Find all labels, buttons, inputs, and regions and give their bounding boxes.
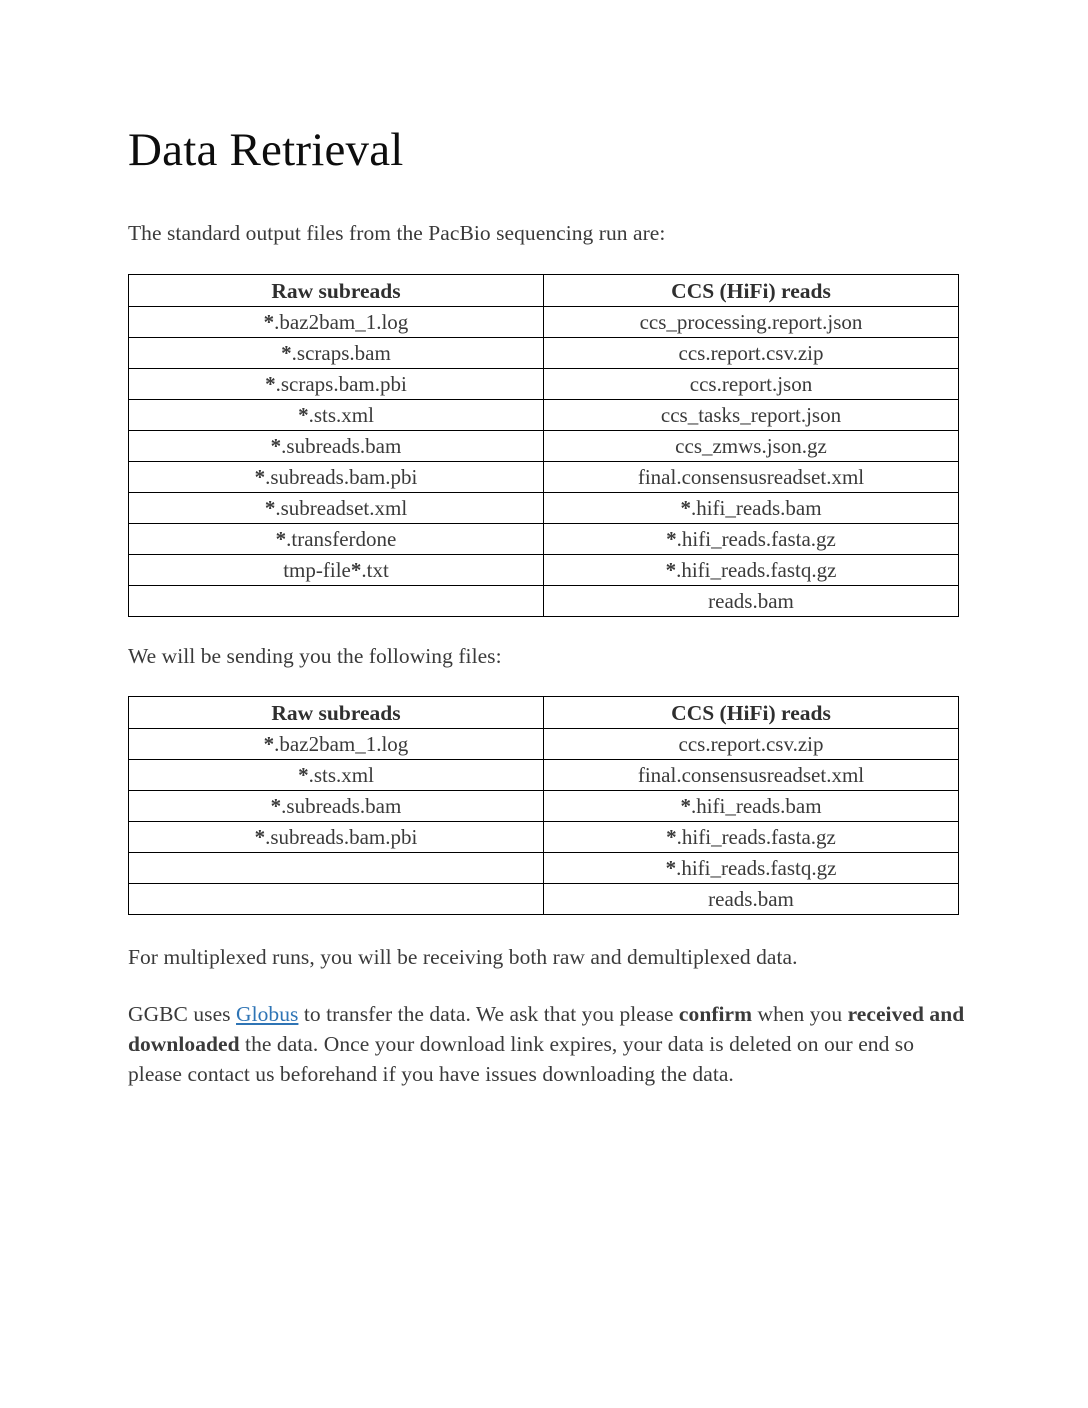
table-row [129,338,959,369]
cell-ccs-read-file: *.hifi_reads.fastq.gz [544,555,959,586]
cell-raw-subread-file: *.subreads.bam.pbi [129,462,544,493]
cell-raw-subread-file: *.subreadset.xml [129,493,544,524]
cell-raw-subread-file: *.scraps.bam.pbi [129,369,544,400]
intro-paragraph: The standard output files from the PacBio sequencing run are: [128,221,666,245]
cell-ccs-read-file: ccs.report.csv.zip [544,338,959,369]
table-row [129,400,959,431]
received-downloaded-emphasis: received and downloaded [128,1002,965,1056]
closing-segment-3: when you [752,1002,848,1026]
cell-ccs-read-file: ccs_zmws.json.gz [544,431,959,462]
sending-files-table-body [129,729,959,915]
confirm-emphasis: confirm [678,1002,753,1026]
table-row [129,791,959,822]
page-title: Data Retrieval [128,124,404,176]
table-header-row [129,275,959,307]
cell-ccs-read-file: final.consensusreadset.xml [544,760,959,791]
cell-raw-subread-file: *.baz2bam_1.log [129,729,544,760]
cell-raw-subread-file: *.subreads.bam [129,431,544,462]
table-row [129,462,959,493]
table-row [129,431,959,462]
cell-ccs-read-file: reads.bam [544,884,959,915]
cell-raw-subread-file: *.scraps.bam [129,338,544,369]
cell-ccs-read-file: *.hifi_reads.fasta.gz [544,822,959,853]
table-row [129,307,959,338]
table-row [129,524,959,555]
cell-ccs-read-file: ccs_tasks_report.json [544,400,959,431]
closing-segment-2: to transfer the data. We ask that you please [298,1002,679,1026]
cell-raw-subread-file: *.baz2bam_1.log [129,307,544,338]
cell-raw-subread-file: tmp-file*.txt [129,555,544,586]
cell-ccs-read-file: ccs.report.json [544,369,959,400]
cell-raw-subread-file [129,853,544,884]
table-row [129,586,959,617]
cell-ccs-read-file: reads.bam [544,586,959,617]
sending-files-paragraph: We will be sending you the following files: [128,644,502,668]
cell-ccs-read-file: *.hifi_reads.fastq.gz [544,853,959,884]
standard-output-table-body [129,307,959,617]
cell-ccs-read-file: *.hifi_reads.bam [544,493,959,524]
cell-ccs-read-file: ccs.report.csv.zip [544,729,959,760]
table-row [129,760,959,791]
column-header-ccs-reads: CCS (HiFi) reads [544,275,959,307]
table-row [129,884,959,915]
cell-ccs-read-file: *.hifi_reads.fasta.gz [544,524,959,555]
column-header-ccs-reads: CCS (HiFi) reads [544,697,959,729]
closing-segment-1: GGBC uses [128,1002,237,1026]
table-row [129,853,959,884]
multiplexed-runs-paragraph: For multiplexed runs, you will be receiving both raw and demultiplexed data. [128,945,798,969]
cell-raw-subread-file: *.subreads.bam [129,791,544,822]
column-header-raw-subreads: Raw subreads [129,697,544,729]
column-header-raw-subreads: Raw subreads [129,275,544,307]
table-row [129,369,959,400]
globus-link[interactable]: Globus [236,1002,299,1026]
table-row [129,822,959,853]
cell-ccs-read-file: *.hifi_reads.bam [544,791,959,822]
standard-output-files-table [128,274,959,617]
table-row [129,555,959,586]
sending-files-table [128,696,959,915]
cell-raw-subread-file [129,586,544,617]
closing-paragraph [128,999,968,1089]
cell-ccs-read-file: ccs_processing.report.json [544,307,959,338]
cell-raw-subread-file: *.sts.xml [129,400,544,431]
cell-raw-subread-file: *.subreads.bam.pbi [129,822,544,853]
cell-raw-subread-file [129,884,544,915]
closing-segment-4: the data. Once your download link expires, your data is deleted on our end so please contact us beforehand if you have issues downloading the data. [128,1032,915,1086]
table-row [129,729,959,760]
cell-raw-subread-file: *.transferdone [129,524,544,555]
table-header-row [129,697,959,729]
cell-raw-subread-file: *.sts.xml [129,760,544,791]
table-row [129,493,959,524]
cell-ccs-read-file: final.consensusreadset.xml [544,462,959,493]
